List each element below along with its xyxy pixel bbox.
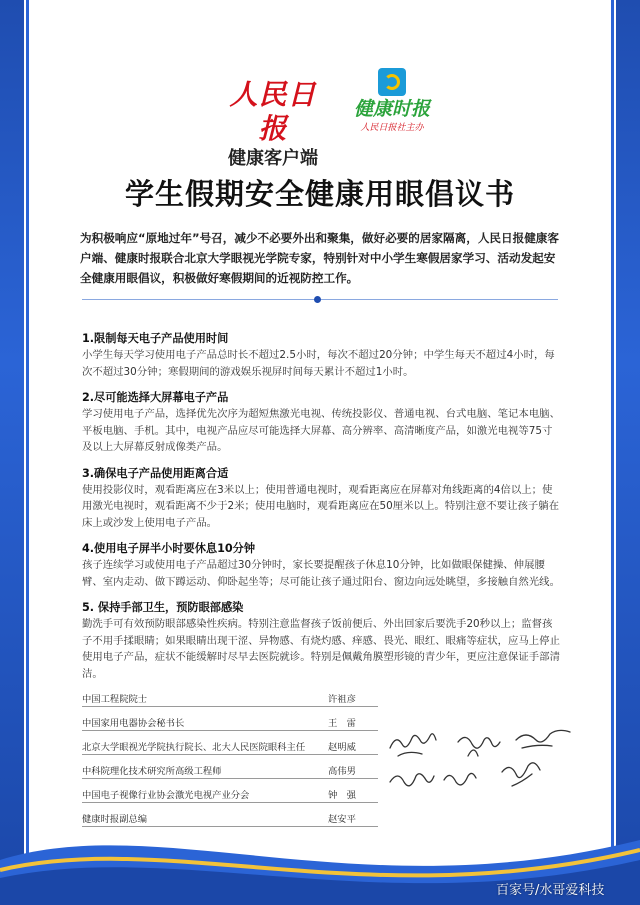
signatory-name: 高伟男 bbox=[328, 766, 356, 777]
left-blue-bar bbox=[0, 0, 24, 905]
section-body: 孩子连续学习或使用电子产品超过30分钟时，家长要提醒孩子休息10分钟，比如做眼保健操、伸展腰臂、室内走动、做下蹲运动、仰卧起坐等；尽可能让孩子通过阳台、窗边向远处眺望，多接触自然光线。 bbox=[82, 559, 560, 588]
section-2 bbox=[82, 389, 562, 456]
signatory-name: 赵安平 bbox=[328, 814, 356, 825]
section-heading: 3.确保电子产品使用距离合适 bbox=[82, 466, 229, 480]
signatory-org: 北京大学眼视光学院执行院长、北大人民医院眼科主任 bbox=[82, 742, 306, 753]
signatory-table bbox=[82, 686, 378, 830]
people-daily-sub: 健康客户端 bbox=[228, 148, 318, 169]
section-5 bbox=[82, 599, 562, 682]
signatory-row bbox=[82, 758, 378, 779]
people-daily-brand: 人民日报 bbox=[229, 78, 317, 145]
signatory-row bbox=[82, 782, 378, 803]
section-1 bbox=[82, 330, 562, 380]
signatory-org: 中国家用电器协会秘书长 bbox=[82, 718, 185, 729]
signatory-org: 中国工程院院士 bbox=[82, 694, 148, 705]
intro-paragraph: 为积极响应“原地过年”号召，减少不必要外出和聚集，做好必要的居家隔离，人民日报健康客户端、健康时报联合北京大学眼视光学院专家，特别针对中小学生寒假居家学习、活动发起安全健康用眼倡议，积极做好寒假期间的近视防控工作。 bbox=[80, 231, 559, 285]
signatory-name: 赵明威 bbox=[328, 742, 356, 753]
divider bbox=[82, 299, 558, 300]
sections-list bbox=[82, 330, 562, 691]
health-times-logo bbox=[344, 68, 440, 134]
left-blue-stripe bbox=[26, 0, 29, 905]
right-blue-bar bbox=[616, 0, 640, 905]
divider-dot bbox=[314, 296, 321, 303]
signatory-org: 健康时报副总编 bbox=[82, 814, 148, 825]
signatures-drawing bbox=[384, 720, 574, 810]
signatory-row bbox=[82, 686, 378, 707]
health-times-sub: 人民日报社主办 bbox=[360, 123, 424, 133]
page-title: 学生假期安全健康用眼倡议书 bbox=[124, 177, 515, 211]
signatory-name: 王 雷 bbox=[328, 718, 356, 729]
section-body: 勤洗手可有效预防眼部感染性疾病。特别注意监督孩子饭前便后、外出回家后要洗手20秒以上；监督孩子不用手揉眼睛；如果眼睛出现干涩、异物感、有烧灼感、痒感、畏光、眼红、眼痛等症状，应马上停止使用电子产品，症状不能缓解时尽早去医院就诊。特别是佩戴角膜塑形镜的青少年，更应注意保证手部清洁。 bbox=[82, 618, 560, 680]
health-times-mark-icon bbox=[378, 68, 406, 96]
signatory-row bbox=[82, 710, 378, 731]
signatory-name: 钟 强 bbox=[328, 790, 356, 801]
section-4 bbox=[82, 540, 562, 590]
section-heading: 4.使用电子屏半小时要休息10分钟 bbox=[82, 542, 256, 555]
signatory-row bbox=[82, 734, 378, 755]
watermark-text: 百家号/水哥爱科技 bbox=[496, 883, 605, 898]
handwritten-signatures bbox=[384, 720, 574, 810]
signatory-name: 许祖彦 bbox=[328, 694, 356, 705]
section-heading: 2.尽可能选择大屏幕电子产品 bbox=[82, 391, 229, 404]
signatory-org: 中科院理化技术研究所高级工程师 bbox=[82, 766, 222, 777]
people-daily-logo bbox=[218, 78, 328, 170]
section-body: 学习使用电子产品，选择优先次序为超短焦激光电视、传统投影仪、普通电视、台式电脑、笔记本电脑、平板电脑、手机。其中，电视产品应尽可能选择大屏幕、高分辨率、高清晰度产品，如激光电视等75寸及以上大屏幕反射成像类产品。 bbox=[82, 408, 560, 453]
right-blue-stripe bbox=[611, 0, 614, 905]
section-3 bbox=[82, 465, 562, 532]
section-heading: 1.限制每天电子产品使用时间 bbox=[82, 332, 229, 345]
section-body: 使用投影仪时，观看距离应在3米以上；使用普通电视时，观看距离应在屏幕对角线距离的4倍以上；使用激光电视时，观看距离不少于2米；使用电脑时，观看距离应在50厘米以上。特别注意不要让孩子躺在床上或沙发上使用电子产品。 bbox=[82, 483, 560, 529]
section-heading: 5. 保持手部卫生，预防眼部感染 bbox=[82, 601, 244, 614]
section-body: 小学生每天学习使用电子产品总时长不超过2.5小时，每次不超过20分钟；中学生每天不超过4小时，每次不超过30分钟；寒假期间的游戏娱乐视屏时间每天累计不超过1小时。 bbox=[82, 349, 555, 378]
signatory-org: 中国电子视像行业协会激光电视产业分会 bbox=[82, 790, 250, 801]
health-times-brand: 健康时报 bbox=[353, 98, 430, 120]
